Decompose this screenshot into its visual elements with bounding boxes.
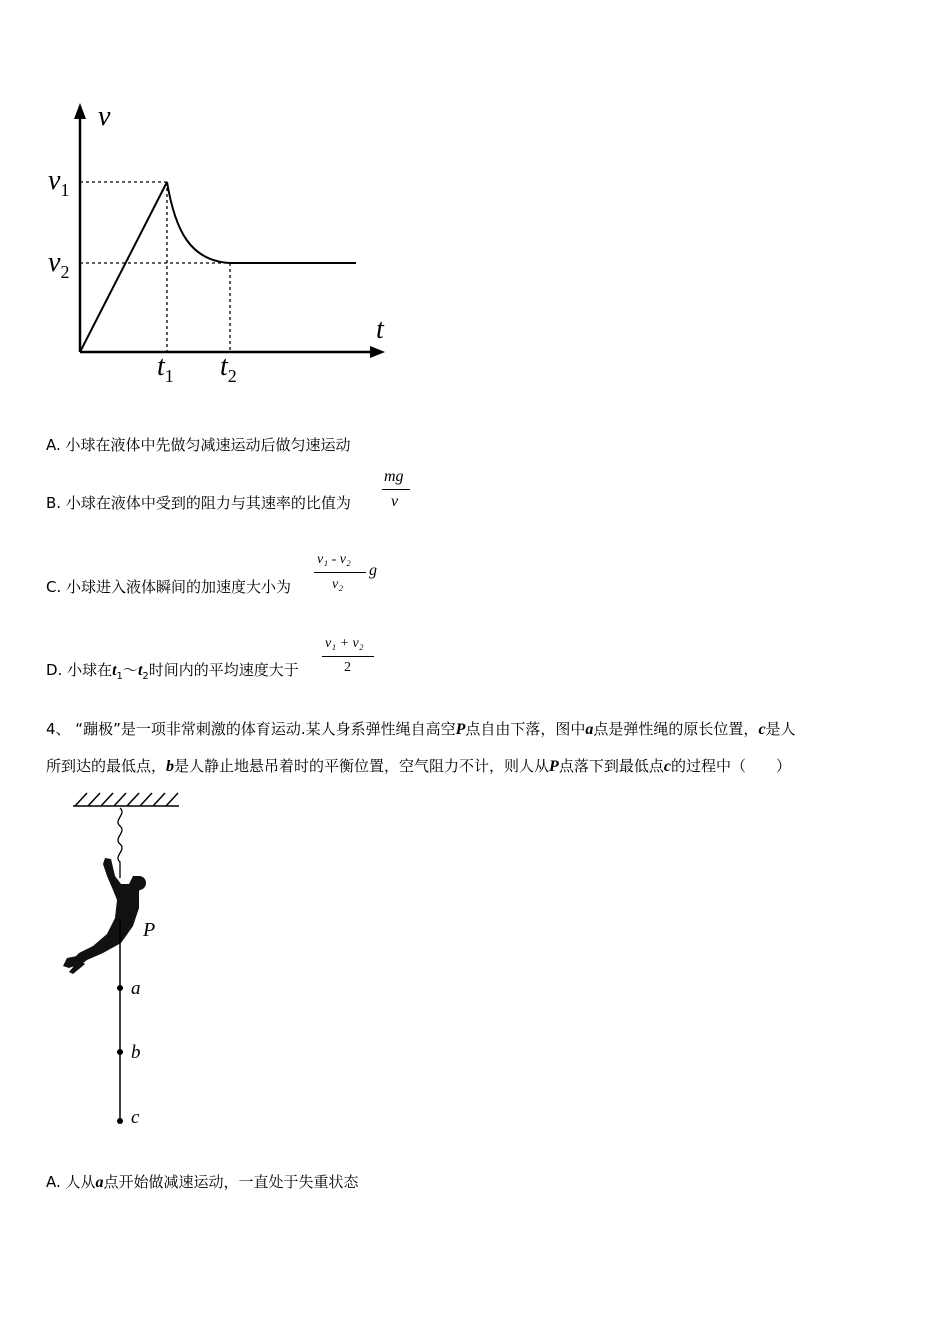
point-a-marker: [117, 985, 123, 991]
label-b: b: [131, 1042, 141, 1063]
option-d: [46, 659, 299, 682]
q4-text: 的过程中（ ）: [670, 757, 791, 775]
fraction-denominator: 2: [344, 660, 351, 675]
t1-symbol: t: [112, 662, 117, 679]
y-axis-label: v: [98, 101, 111, 132]
acceleration-line: [80, 182, 167, 352]
q4-text: 是人静止地悬吊着时的平衡位置，空气阻力不计，则人从: [174, 757, 550, 775]
fraction-numerator: v₁ - v₂: [317, 552, 351, 567]
point-c-marker: [117, 1118, 123, 1124]
t2-symbol: t: [137, 662, 143, 679]
t2-label: $t_2$: [220, 351, 237, 386]
v2-label: $v_2$: [48, 247, 70, 282]
point-c: c: [758, 721, 766, 738]
q4-option-a-suffix: 点开始做减速运动，一直处于失重状态: [103, 1173, 359, 1191]
option-d-prefix: D. 小球在: [46, 661, 113, 679]
fraction-v1-plus-v2-over-2: [322, 636, 376, 684]
q4-text: 所到达的最低点，: [46, 757, 167, 775]
point-b-marker: [117, 1049, 123, 1055]
question-4-line-1: [46, 718, 796, 739]
point-p: P: [455, 721, 466, 738]
fraction-bar: [382, 489, 410, 490]
q4-text: 点自由下落，图中: [465, 720, 586, 738]
point-a: a: [585, 721, 594, 738]
bungee-diagram: [55, 788, 195, 1133]
q4-text: 是人: [765, 720, 796, 738]
option-a: A. 小球在液体中先做匀减速运动后做匀速运动: [46, 436, 351, 454]
jumper-silhouette: [63, 858, 146, 974]
x-axis-arrow: [370, 346, 385, 358]
label-a: a: [131, 978, 141, 999]
label-p: P: [143, 919, 156, 941]
option-d-suffix: 时间内的平均速度大于: [148, 661, 299, 679]
t1-label: $t_1$: [157, 351, 174, 386]
x-axis-label: t: [376, 314, 384, 345]
point-c: c: [663, 758, 671, 775]
fraction-mg-over-v: [382, 468, 412, 516]
q4-text: 点落下到最低点: [558, 757, 664, 775]
fraction-numerator: v₁ + v₂: [325, 636, 364, 651]
fraction-numerator: mg: [384, 468, 404, 485]
q4-option-a-prefix: A. 人从: [46, 1173, 96, 1191]
fraction-denominator: v: [391, 493, 399, 510]
point-a: a: [95, 1174, 104, 1191]
fraction-bar: [314, 572, 366, 573]
q4-text: 4、 “蹦极”是一项非常刺激的体育运动.某人身系弹性绳自高空: [46, 720, 456, 738]
option-b: B. 小球在液体中受到的阻力与其速率的比值为: [46, 494, 351, 512]
fraction-bar: [322, 656, 374, 657]
q4-text: 点是弹性绳的原长位置，: [593, 720, 759, 738]
t2-subscript: 2: [142, 671, 149, 682]
y-axis-arrow: [74, 103, 86, 119]
ceiling-hatching: [75, 793, 178, 806]
fraction-v1-minus-v2-over-v2: [314, 552, 384, 600]
question-4-line-2: [46, 755, 791, 776]
fraction-denominator: v₂: [332, 577, 344, 592]
point-b: b: [166, 758, 175, 775]
velocity-time-graph: [40, 95, 400, 395]
gravity-symbol: g: [369, 562, 377, 579]
label-c: c: [131, 1107, 140, 1128]
bungee-cord: [118, 808, 122, 878]
deceleration-curve: [167, 182, 230, 263]
option-c: C. 小球进入液体瞬间的加速度大小为: [46, 578, 292, 596]
range-separator: ～: [122, 661, 138, 679]
t1-subscript: 1: [116, 671, 123, 682]
v1-label: $v_1$: [48, 165, 70, 200]
point-p: P: [549, 758, 559, 775]
q4-option-a: [46, 1171, 359, 1192]
